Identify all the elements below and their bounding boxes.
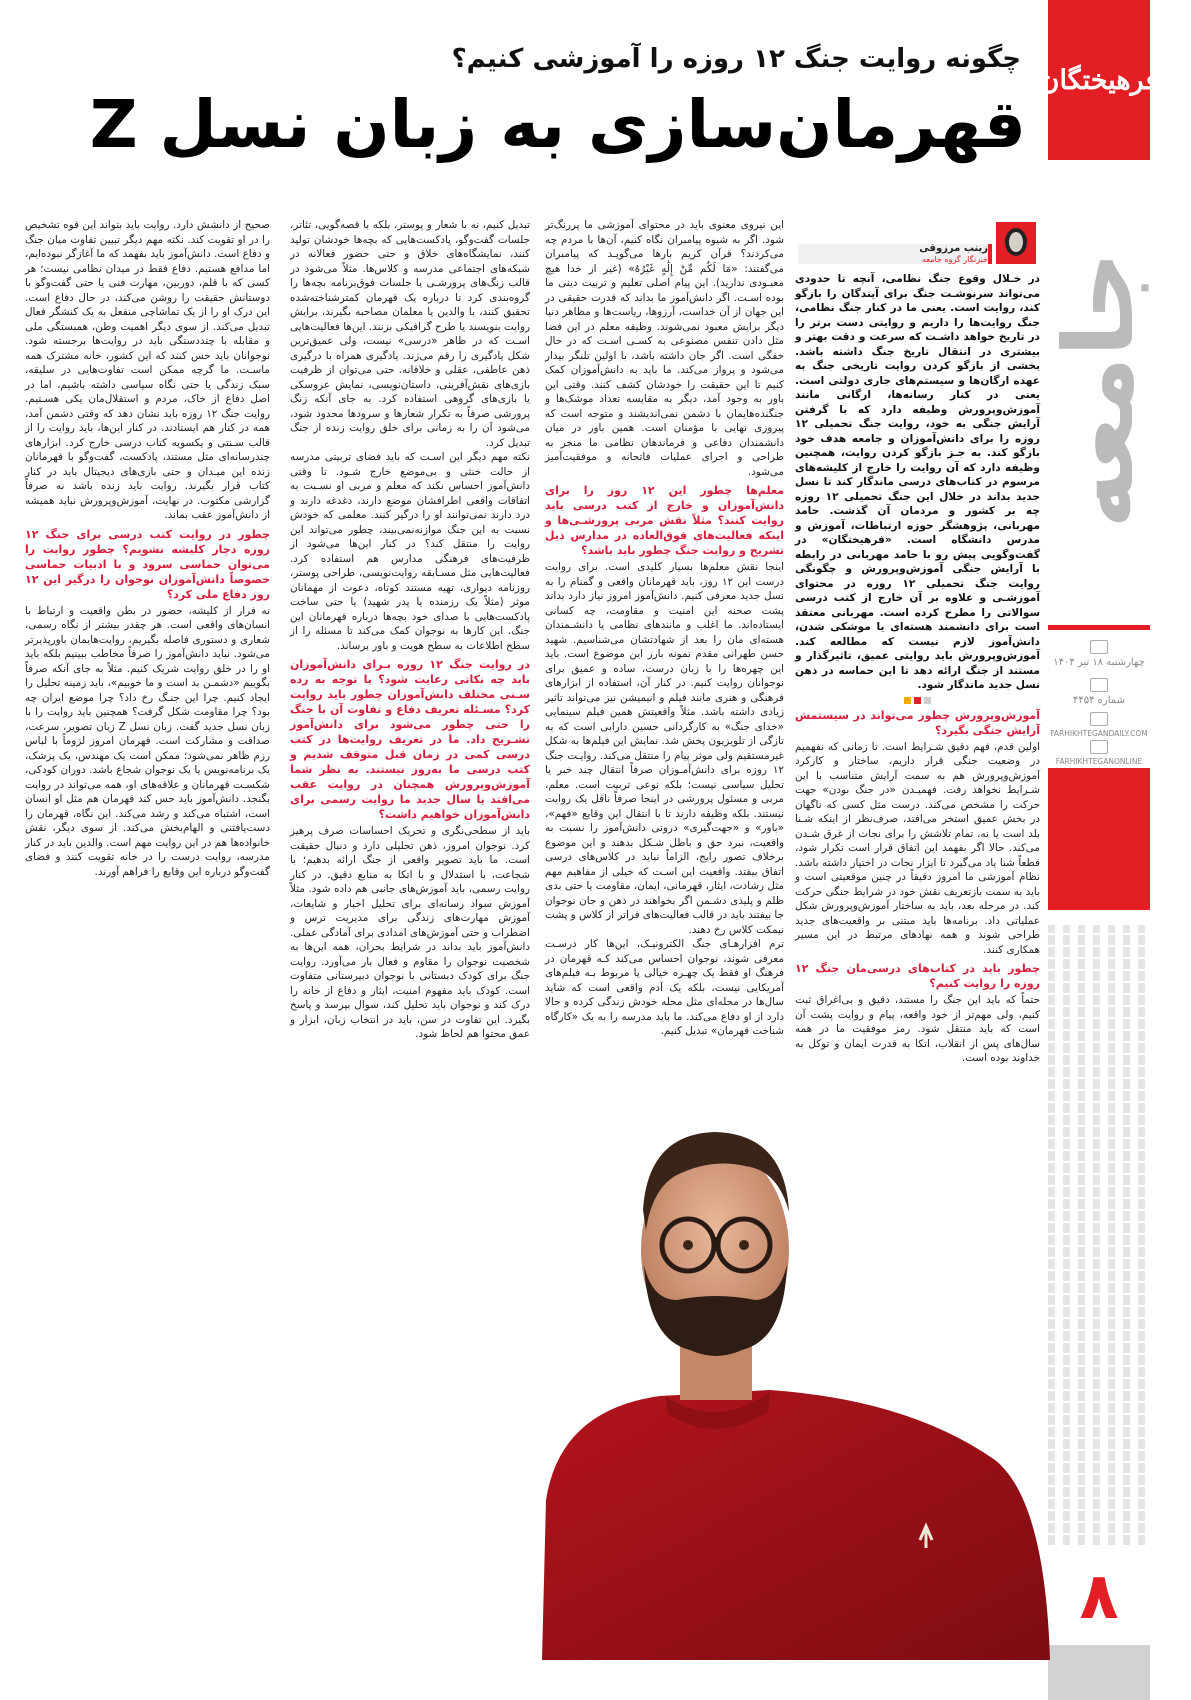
headline-title: قهرمان‌سازی به زبان نسل Z [89,86,1026,163]
issue-date [1048,640,1150,668]
date-text: چهارشنبه ۱۸ تیر ۱۴۰۴ [1053,657,1145,668]
subhead: معلم‌ها چطور این ۱۲ روز را برای دانش‌آموزان و خارج از کتب درسی باید روایت کنند؟ مثلاً نقش مربی پرورشـی‌ها و اینکه فعالیت‌های فوق‌العاده در مدارس ذیل تشریح و روایت جنگ چطور باید باشد؟ [545,484,784,557]
paragraph: نکته مهم دیگر این اسـت که باید فضای تربیتی مدرسه از حالت خنثی و بی‌موضع خارج شـود. تا وقتی دانش‌آموز احساس نکند که معلم و مربی او نسـبت به اتفاقات واقعی اطرافشان موضع دارند، دغدغه دارند و درد دارند نمی‌توانند او را درگیر کنند. معلمی که خودش نسبت به این جنگ موازنه‌نمی‌بیند، چطور می‌تواند این روایت را منتقل کند؟ در کنار این‌ها می‌شود از ظرفیت‌های فرهنگی مدارس هم استفاده کرد. فعالیت‌هایی مثل مسـابقه روایت‌نویسی، طراحی پوستر، روزنامه دیواری، تهیه مستند کوتاه، دعوت از مهمانان موثر (مثلاً یک رزمنده یا پدر شهید) یا حتی ساخت پادکست‌هایی با صدای خود بچه‌ها درباره قهرمانان این جنگ. این کارها به نوجوان کمک می‌کند تا مسئله را از سطح اطلاعات به سطح هویت و باور برساند. [290,451,530,652]
subhead: آموزش‌وپرورش چطور می‌تواند در سیستمش آرایش جنگی بگیرد؟ [795,708,1040,737]
paragraph: باید از سطحی‌نگری و تحریک احساسات صرف پرهیز کرد. نوجوان امروز، ذهن تحلیلی دارد و دنبال حقیقت است. ما باید تصویر واقعی از جنگ ارائه بدهیم؛ با شجاعت، با استدلال و با اتکا به منابع دقیق. در کنار روایت رسمی، باید آموزش‌های جانبی هم داده شود. مثلاً آموزش سواد رسانه‌ای برای تحلیل اخبار و شایعات، آموزش مهارت‌های زندگی برای مدیریت ترس و اضطراب و حتی آموزش‌های امدادی برای آمادگی عملی. دانش‌آموز باید بداند در شرایط بحران، همه این‌ها به شخصیت نوجوان را مقاوم و فعال بار می‌آورد. روایت جنگ برای کودک دبستانی با نوجوان دبیرستانی متفاوت است. کودک باید مفهوم امنیت، ایثار و دفاع از خانه را درک کند و نوجوان باید تحلیل کند، سوال بپرسد و پاسخ بگیرد. این تفاوت در سن، باید در انتخاب زبان، ابزار و عمق محتوا هم لحاظ شود. [290,825,530,1040]
author-name: زینب مرزوقی [919,243,988,254]
paragraph: تبدیل کنیم، نه با شعار و پوستر، بلکه با قصه‌گویی، تئاتر، جلسات گفت‌وگو، پادکست‌هایی که بچه‌ها خودشان تولید کنند، نمایشگاه‌های خلاق و حتی حضور فعالانه در شبکه‌های اجتماعی مدرسه و کلاس‌ها. مثلاً می‌شود در قالب زنگ‌های پرورشـی یا جلسات فوق‌برنامه بچه‌ها را گروه‌بندی کرد تا درباره یک قهرمان کمترشناخته‌شده تحقیق کنند، با والدین یا معلمان مصاحبه بگیرند، برایش روایت بنویسند یا طرح گرافیکی بزنند. این‌ها فعالیت‌هایی اسـت که در ظاهر «درسی» نیست، ولی عمیق‌ترین شکل یادگیری را رقم می‌زند. یادگیری همراه با درگیری ذهن عاطفی، عقلی و خلاقانه. حتی می‌توان از ظرفیت بازی‌های نقش‌آفرینی، داستان‌نویسی، نمایش عروسکی یا بازی‌های گروهی استفاده کرد. به جای آنکه زنگ پرورشی صرفاً به تکرار شعارها و سرودها محدود شود، می‌شود آن را به زمانی برای خلق روایت زنده از جنگ تبدیل کرد. [290,219,530,449]
author-byline [795,222,1040,264]
section-label [1043,200,1155,580]
paragraph: نه فرار از کلیشه، حضور در بطن واقعیت و ارتباط با انسان‌های واقعی است. هر چقدر بیشتر از نگاه رسمی، شعاری و دستوری فاصله بگیریم، روایت‌هایمان باورپذیرتر می‌شود. نباید دانش‌آموز را صرفاً مخاطب ببینیم بلکه باید او را در خلق روایت شریک کنیم. مثلاً به جای آنکه صرفاً بگوییم «دشمـن بد است و ما خوبیم»، باید زمینه تحلیل را ایجاد کنیم. چرا این جنـگ رخ داد؟ چرا موضع ایران چه بود؟ چرا مقاومت شکل گرفت؟ همچنین باید روایت را با زبان نسل جدید گفت. زبان نسل Z زبان تصویر، سرعت، صداقت و مشارکت است. قهرمان امروز لزوماً با لباس رزم ظاهر نمی‌شود؛ ممکن است یک مهندس، یک پزشک، یک برنامه‌نویس یا یک نوجوان شجاع باشد. دوران کودکی، شکسـت قهرمانان و علاقه‌های او، همه می‌تواند در روایت بگنجد. دانش‌آموز باید حس کند قهرمان هم مثل او انسان است، اشتباه می‌کند و رشد می‌کند. این نگاه، قهرمان را دست‌یافتنی و الهام‌بخش می‌کند. از سوی دیگر، نقش خانواده‌ها هم در این روایت مهم است. والدین باید در کنار مدرسه، روایت درست را در خانه تقویت کنند و فضای گفت‌وگو درباره این وقایع را فراهم آورند. [25,604,270,878]
paragraph: این نیروی معنوی باید در محتوای آموزشی ما پررنگ‌تر شود. اگر به شیوه پیامبران نگاه کنیم، آن‌ها با مردم چه می‌کردند؟ قرآن کریم بارها می‌گویـد که پیامبران می‌گفتند: «مَا لَکُم مِّنْ إِلَٰهٍ غَیْرُهُ» (غیر از خدا هیچ معبـودی ندارید). این پیام اصلی تعلیم و تربیت دینی ما بوده اسـت. اگر دانش‌آموز ما بداند که قدرت حقیقی در این جهان از آن خداست، آرزوها، ریاست‌ها و مظاهر دنیا دیگر برایش معبود نمی‌شوند. وظیفه معلم در این فضا مثل دادن تنفس مصنوعی به کسـی اسـت که در حال خفگی است. اگر جان داشته باشد، با اولین تلنگر بیدار می‌شود و پرواز می‌کند. ما باید به دانش‌آموزان کمک کنیم تا این حقیقت را خودشان کشف کنند. وقتی این باور به وجود آمد، دیگر به مقایسه تعداد موشک‌ها و جنگنده‌هایمان با دشمن نمی‌اندیشند و متوجه است که پیروزی نهایی با مؤمنان است. همین باور در میان دانشمندان دفاعی و فرماندهان نظامی ما منجر به طراحی و اجرای عملیات فاتحانه و موفقیت‌آمیز می‌شود. [545,219,784,478]
article-column-3 [290,218,530,1658]
issue-text: شماره ۴۴۵۴ [1073,695,1125,706]
subhead: در روایت جنگ ۱۲ روزه بـرای دانش‌آموزان باید چه نکاتی رعایت شود؟ با توجه به رده سـنی مختلف دانش‌آموزان چطور باید روایت کرد؟ مسـئله تعریف دفاع و تفاوت آن با جنگ را حتی چطور می‌شود برای دانش‌آموز تشـریح داد. ما در تعریف روایت‌ها در کتب درسی کمی در زمان قبل متوقف شدیم و کتب درسی ما به‌روز نیستند. به نظر شما آموزش‌وپرورش همچنان در روایت عقب می‌افتد یا سال جدید ما روایت رسمی برای دانش‌آموزان خواهیم داشت؟ [290,658,530,821]
section-title: جامعه [1043,251,1155,529]
social[interactable] [1048,740,1150,766]
paragraph: صحیح از دانشش دارد. روایت باید بتواند این قوه تشخیص را در او تقویت کند. نکته مهم دیگر تبیین تفاوت میان جنگ و دفاع است. دانش‌آموز باید بفهمد که ما آغازگر نبوده‌ایم، اما مدافع هستیم. دفاع فقط در میدان نظامی نیست؛ هر کسی که با قلم، دوربین، مهارت فنی یا حتی گفت‌وگو با دوستانش حقیقت را روشن می‌کند، در حال دفاع است. این درک او را از یک تماشاچی منفعل به یک کنشگر فعال تبدیل می‌کند. از سوی دیگر اهمیت وطن، همبستگی ملی و مقابله با چنددستگی باید در روایت‌ها برجسته شود. نوجوانان باید حس کنند که این کشور، خانه مشترک همه ماسـت. ما گرچه ممکن است تفاوت‌هایی در سلیقه، سبک زندگی یا حتی نگاه سیاسی داشته باشیم، اما در اصل دفاع از خاک، مردم و استقلال‌مان یکی هسـتیم. روایت جنگ ۱۲ روزه باید نشان دهد که وقتی دشمن آمد، همه در کنار هم ایستادند. در کنار این‌ها، باید روایت را از قالب سـنتی و یکسویه کتاب درسی خارج کرد. ابزارهای چندرسانه‌ای مثل مستند، پادکست، گفت‌وگو با قهرمانان زنده این میـدان و حتی بازی‌های دیجیتال باید در کنار کتاب قرار بگیرند. روایت باید زنده باشد نه صرفاً گزارشی مکتوب. در نهایت، آموزش‌وپرورش نباید همیشه از دانش‌آموز عقب بماند. [25,219,270,521]
issue-icon [1090,678,1108,692]
subhead: چطور در روایت کتب درسی برای جنگ ۱۲ روزه دچار کلیشه نشویم؟ چطور روایت را می‌توان حماسی سرود و با ادبیات حماسی خصوصاً دانش‌آموزان نوجوان را درگیر این ۱۲ روز دفاع ملی کرد؟ [25,527,270,601]
article-lead: در خـلال وقوع جنگ نظامی، آنچه تا حدودی می‌تواند سرنوشـت جنگ برای آیندگان را بازگو کند، روایت است. یعنی ما در کنار جنگ نظامی، جنگ روایت‌ها را داریم و روایتی دست برتر را در تاریخ خواهد داشـت که سرعت و دقت بهتر و بیشتری در انتقال تاریخ جنگ داشته باشد. بخشی از بازگو کردن روایت تاریخی جنگ به عهده ارگان‌ها و سیستم‌های جاری دولتی است. یعنی در کنار رسانه‌ها، ارگانی مانند آموزش‌وپرورش وظیفه دارد که با گرفتن آرایش جنگی به خود، روایت جنگ تحمیلی ۱۲ روزه را برای دانش‌آموزان و جامعه هدف خود بازگو کند. به جـز بازگو کردن روایت، همچنین وظیفه دارد که آن روایت را خارج از کلیشه‌های مرسوم در کتاب‌های درسی ماندگار کند تا نسل جدید بداند در خلال این جنگ تحمیلی ۱۲ روزه چه بر کشور و مردمان آن گذشت. حامد مهربانی، پژوهشگر حوزه ارتباطات، آموزش و مدرس دانشگاه است. «فرهیختگان» در گفت‌وگویی پیش رو با حامد مهربانی در رابطه با آرایش جنگی آموزش‌وپرورش و چگونگی روایت جنگ تحمیلی ۱۲ روزه در محتوای آموزشـی و علاوه بر آن خارج از کتب درسی سوالاتی را مطرح کرده است. مهربانی معتقد است برای دانشمند هسته‌ای یا موشکی شدن، دانش‌آموز لازم‌ نیست که مطالعه کند. آموزش‌وپرورش باید روایتی عمیق، تاثیرگذار و مستند از جنگ ارائه دهد تا این حماسه در ذهن نسل جدید ماندگار شود. [795,273,1040,691]
interviewee-portrait [540,1100,1050,1660]
headline-kicker: چگونه روایت جنگ ۱۲ روزه را آموزشی کنیم؟ [451,44,1021,74]
page-number: ۸ [1079,1560,1119,1634]
newspaper-logo[interactable] [1039,0,1159,160]
masthead-strip [1039,0,1159,1700]
author-role: خبرنگار گروه جامعه [922,255,988,264]
author-avatar [996,222,1036,264]
paragraph: حتماً که باید این جنگ را مستند، دقیق و بی‌اغراق ثبت کنیم، ولی مهم‌تر از خود واقعه، پیام و روایت پشت آن است که باید منتقل شود. رمز موفقیت ما در همه سال‌های پس از انقلاب، اتکا به قدرت ایمان و توکل به خداوند بوده است. [795,994,1040,1064]
paragraph: اولین قدم، فهم دقیق شـرایط است. تا زمانی که نفهمیم در وضعیت جنگی قرار داریم، ساختار و کارکرد آموزش‌وپرورش هم به سمت آرایش متناسب با این شـرایط نخواهد رفت. فهمیـدن «در جنگ بودن» جهت حرکت را مشخص می‌کند. درست مثل کسی که ناگهان در بخش عمیق استخر می‌افتد، صرف‌نظر از اینکه شـنا بلد است یا نه، تمام تلاشش را برای نجات از غرق شـدن می‌کند. حالا اگر بفهمد این اتفاق قرار است تکرار شود، قطعاً شنا یاد می‌گیرد تا ایزار نجات در اختیار داشته باشد. نظام آموزشی ما امروز دقیقاً در چنین موقعیتی است و باید به سمت بازتعریف نقش خود در شرایط جنگی حرکت کند. در مرحله بعد، باید به ساختار آموزش‌وپرورش شکل عملیاتی داد. برنامه‌ها باید مبتنی بر واقعیت‌های جدید طراحی شوند و همه نهادهای مرتبط در این مسیر همکاری کنند. [795,740,1040,956]
red-sweater [542,1390,1050,1660]
decorative-pattern [1048,925,1150,1545]
paragraph: اینجا نقش معلم‌ها بسیار کلیدی است. برای روایت درست این ۱۲ روز، باید قهرمانان واقعی و گمنام را به نسل جدید معرفی کنیم. دانش‌آموز امروز نیاز دارد بداند پشت صحنه این امنیت و مقاومت، چه کسانی ایستاده‌اند. ما اغلب و مانندهای نظامی یا دانشـمندان هسته‌ای مان را بعد از شهادتشان می‌شناسیم. شهید حسن طهرانی مقدم نمونه بارز این موضوع است. باید این چهره‌ها را با زبان درست، ساده و عمیق برای نوجوانان روایت کنیم. در کنار آن، استفاده از ابزارهای فرهنگی و هنری مانند فیلم و انیمیشن نیز می‌تواند تاثیر زیادی داشته باشد. مثلاً واقعیتش همین فیلم سینمایی «خدای جنگ» به کارگردانی حسین دارابی است که به تازگی از تلویزیون پخش شد. نمایش این فیلم‌ها به شکل غیرمستقیم ولی موثر پیام را منتقل می‌کند. روایـت جنگ ۱۲ روزه برای دانش‌آمـوزان صرفاً انتقال چند خبر یا تحلیل سیاسی نیست؛ بلکه نوعی تربیت است. معلم، مربی و مسئول پرورشی در اینجا صرفاً ناقل یک روایت نیستند. بلکه وظیفه دارند تا با انتقال این وقایع «فهم»، «باور» و «جهت‌گیری» درونی دانش‌آموز را نسبت به واقعیت، نبرد حق و باطل شـکل بدهند و این موضوع برخلاف تصور رایج، الزاماً نباید در کلاس‌های درسی اتفاق بیفتد. واقعیت این اسـت که خیلی از مفاهیم مهم مثل رشادت، ایثار، قهرمانی، ایمان، مقاومت یا حتی بدی ظلم و پلیدی دشـمن اگر بخواهند در ذهن و جان نوجوان جا بیفتند باید در قالب فعالیت‌های فراتر از کلاس و پشت نیمکت کلاس رخ دهند. [545,561,784,936]
qr-icon [1090,740,1108,754]
issue-number [1048,678,1150,706]
logo-text: فرهیختگان [1039,64,1159,96]
calendar-icon [1090,640,1108,654]
separator-squares [795,697,1040,704]
paragraph: ترم افزارهـای جنگ الکترونیـک، این‌ها کار درسـت معرفی شوند، نوجوان احساس می‌کند کـه قهرمان در فرهنگ او فقط یک چهـره خیالی یا مربوط بـه فیلم‌های آمریکایی نیست، بلکه یک آدم واقعی است که شاید سال‌ها در محله‌ای مثل محله خودش زندگی کرده و حالا دارد از او دفاع می‌کند. ما باید مدرسه را به یک «کارگاه شناخت قهرمان» تبدیل کنیم. [545,938,784,1037]
subhead: چطور باید در کتاب‌های درسی‌مان جنگ ۱۲ روزه را روایت کنیم؟ [795,962,1040,990]
website[interactable] [1048,712,1150,738]
website-link[interactable]: FARHIKHTEGANDAILY.COM [1050,729,1148,738]
footer-block [1048,1645,1150,1700]
web-icon [1090,712,1108,726]
article-column-4 [25,218,270,1658]
social-handle[interactable]: FARHIKHTEGANONLINE [1055,757,1143,766]
red-block [1048,768,1150,910]
divider [1048,625,1150,630]
layout-spacer [784,218,785,1128]
